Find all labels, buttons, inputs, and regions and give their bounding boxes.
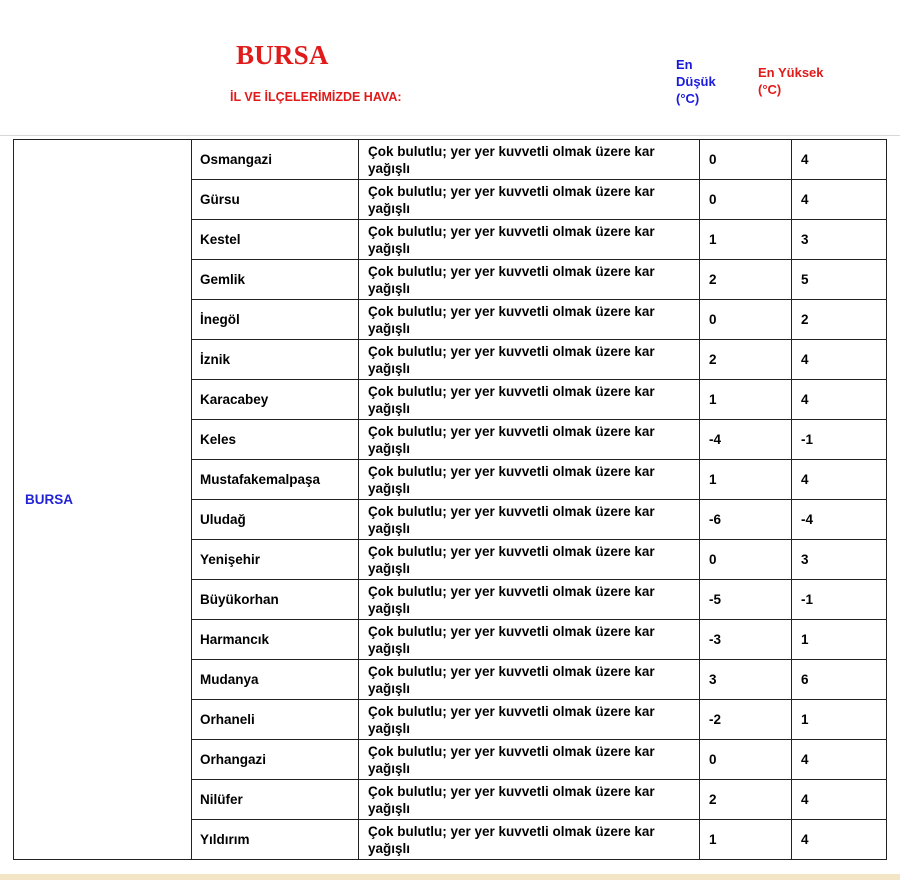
max-temp-header-line: En Yüksek (758, 65, 824, 80)
district-cell: Kestel (192, 220, 359, 260)
forecast-cell: Çok bulutlu; yer yer kuvvetli olmak üzere kar yağışlı (359, 700, 700, 740)
min-temp-header-line: Düşük (676, 74, 716, 89)
forecast-cell: Çok bulutlu; yer yer kuvvetli olmak üzere kar yağışlı (359, 580, 700, 620)
forecast-cell: Çok bulutlu; yer yer kuvvetli olmak üzere kar yağışlı (359, 140, 700, 180)
page-subtitle: İL VE İLÇELERİMİZDE HAVA: (230, 90, 402, 104)
min-temp-cell: 2 (700, 340, 792, 380)
max-temp-cell: 3 (792, 220, 887, 260)
min-temp-cell: 1 (700, 380, 792, 420)
district-cell: Yenişehir (192, 540, 359, 580)
district-cell: Osmangazi (192, 140, 359, 180)
forecast-cell: Çok bulutlu; yer yer kuvvetli olmak üzere kar yağışlı (359, 460, 700, 500)
max-temp-cell: 4 (792, 180, 887, 220)
forecast-cell: Çok bulutlu; yer yer kuvvetli olmak üzere kar yağışlı (359, 740, 700, 780)
forecast-cell: Çok bulutlu; yer yer kuvvetli olmak üzere kar yağışlı (359, 340, 700, 380)
district-cell: Nilüfer (192, 780, 359, 820)
district-cell: Büyükorhan (192, 580, 359, 620)
forecast-cell: Çok bulutlu; yer yer kuvvetli olmak üzere kar yağışlı (359, 620, 700, 660)
district-cell: Keles (192, 420, 359, 460)
min-temp-header-line: En (676, 57, 693, 72)
page-title: BURSA (236, 40, 329, 70)
district-cell: Orhaneli (192, 700, 359, 740)
forecast-cell: Çok bulutlu; yer yer kuvvetli olmak üzere kar yağışlı (359, 260, 700, 300)
max-temp-header (758, 64, 858, 98)
max-temp-cell: 2 (792, 300, 887, 340)
min-temp-cell: 1 (700, 220, 792, 260)
district-cell: Orhangazi (192, 740, 359, 780)
min-temp-cell: 0 (700, 300, 792, 340)
forecast-cell: Çok bulutlu; yer yer kuvvetli olmak üzere kar yağışlı (359, 220, 700, 260)
min-temp-cell: 0 (700, 140, 792, 180)
min-temp-header-line: (°C) (676, 91, 700, 106)
min-temp-cell: 0 (700, 740, 792, 780)
min-temp-cell: -2 (700, 700, 792, 740)
max-temp-cell: 4 (792, 340, 887, 380)
max-temp-cell: -1 (792, 420, 887, 460)
min-temp-header (676, 56, 746, 107)
district-cell: Karacabey (192, 380, 359, 420)
max-temp-header-line: (°C) (758, 82, 782, 97)
forecast-cell: Çok bulutlu; yer yer kuvvetli olmak üzere kar yağışlı (359, 660, 700, 700)
district-cell: Uludağ (192, 500, 359, 540)
min-temp-cell: -5 (700, 580, 792, 620)
district-cell: Gürsu (192, 180, 359, 220)
max-temp-cell: 4 (792, 820, 887, 860)
max-temp-cell: 6 (792, 660, 887, 700)
district-cell: Yıldırım (192, 820, 359, 860)
max-temp-cell: 3 (792, 540, 887, 580)
forecast-cell: Çok bulutlu; yer yer kuvvetli olmak üzere kar yağışlı (359, 380, 700, 420)
max-temp-cell: 5 (792, 260, 887, 300)
min-temp-cell: 0 (700, 180, 792, 220)
district-cell: İznik (192, 340, 359, 380)
max-temp-cell: 4 (792, 740, 887, 780)
max-temp-cell: 4 (792, 380, 887, 420)
forecast-cell: Çok bulutlu; yer yer kuvvetli olmak üzere kar yağışlı (359, 540, 700, 580)
district-cell: Harmancık (192, 620, 359, 660)
max-temp-cell: 4 (792, 780, 887, 820)
district-cell: Mustafakemalpaşa (192, 460, 359, 500)
max-temp-cell: 4 (792, 460, 887, 500)
min-temp-cell: -6 (700, 500, 792, 540)
min-temp-cell: 1 (700, 820, 792, 860)
min-temp-cell: 0 (700, 540, 792, 580)
page-bottom-edge (0, 874, 900, 880)
forecast-cell: Çok bulutlu; yer yer kuvvetli olmak üzere kar yağışlı (359, 500, 700, 540)
weather-table-body (14, 140, 887, 860)
forecast-cell: Çok bulutlu; yer yer kuvvetli olmak üzere kar yağışlı (359, 180, 700, 220)
forecast-cell: Çok bulutlu; yer yer kuvvetli olmak üzere kar yağışlı (359, 300, 700, 340)
min-temp-cell: -3 (700, 620, 792, 660)
forecast-cell: Çok bulutlu; yer yer kuvvetli olmak üzere kar yağışlı (359, 820, 700, 860)
max-temp-cell: 4 (792, 140, 887, 180)
min-temp-cell: -4 (700, 420, 792, 460)
district-cell: Gemlik (192, 260, 359, 300)
max-temp-cell: -1 (792, 580, 887, 620)
forecast-cell: Çok bulutlu; yer yer kuvvetli olmak üzere kar yağışlı (359, 420, 700, 460)
weather-table (13, 139, 887, 860)
min-temp-cell: 1 (700, 460, 792, 500)
header-divider (0, 135, 900, 136)
forecast-cell: Çok bulutlu; yer yer kuvvetli olmak üzere kar yağışlı (359, 780, 700, 820)
district-cell: Mudanya (192, 660, 359, 700)
min-temp-cell: 2 (700, 780, 792, 820)
max-temp-cell: -4 (792, 500, 887, 540)
min-temp-cell: 3 (700, 660, 792, 700)
province-cell: BURSA (14, 140, 192, 860)
min-temp-cell: 2 (700, 260, 792, 300)
table-row (14, 140, 887, 180)
district-cell: İnegöl (192, 300, 359, 340)
max-temp-cell: 1 (792, 620, 887, 660)
max-temp-cell: 1 (792, 700, 887, 740)
